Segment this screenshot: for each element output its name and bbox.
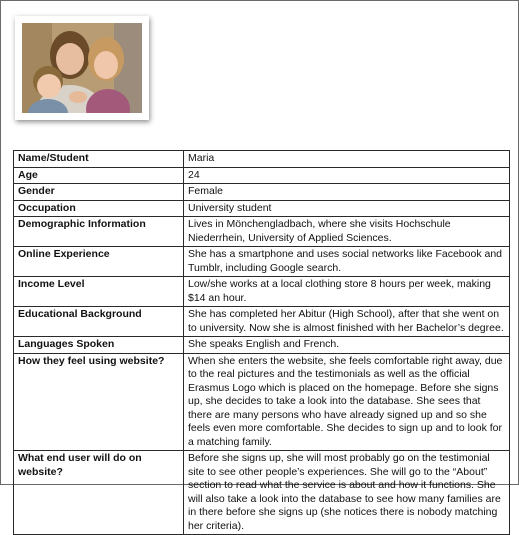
row-value: Maria [184,151,510,168]
row-label: Age [14,167,184,184]
row-label: Gender [14,184,184,201]
row-label: Name/Student [14,151,184,168]
row-value: Before she signs up, she will most probably go on the testimonial site to see other people’s experiences. She will go to the “About” section to read what the service is about and how it functions. She will also take a look into the database to see how many families are in there before she signs up (she notices there is nobody matching her criteria). [184,451,510,535]
row-label: Online Experience [14,247,184,277]
row-value: Lives in Mönchengladbach, where she visits Hochschule Niederrhein, University of Applied Sciences. [184,217,510,247]
row-value: She has completed her Abitur (High School), after that she went on to university. Now she is almost finished with her Bachelor’s degree. [184,307,510,337]
row-label: Languages Spoken [14,337,184,354]
table-row [14,307,510,337]
row-label: What end user will do on website? [14,451,184,535]
row-value: She has a smartphone and uses social networks like Facebook and Tumblr, including Google search. [184,247,510,277]
row-value: 24 [184,167,510,184]
table-row [14,247,510,277]
table-row [14,451,510,535]
table-row [14,184,510,201]
row-label: Demographic Information [14,217,184,247]
row-value: University student [184,200,510,217]
table-row [14,217,510,247]
row-label: How they feel using website? [14,353,184,451]
row-label: Educational Background [14,307,184,337]
table-row [14,353,510,451]
persona-photo-frame [15,16,149,120]
row-value: Female [184,184,510,201]
table-row [14,200,510,217]
table-row [14,151,510,168]
table-row [14,277,510,307]
row-value: She speaks English and French. [184,337,510,354]
persona-photo [22,23,142,113]
family-photo-image [22,23,142,113]
persona-table [13,150,510,535]
row-value: When she enters the website, she feels comfortable right away, due to the real pictures and the testimonials as well as the official Erasmus Logo which is placed on the homepage. Before she signs up, she decides to take a look into the database. She sees that there are many persons who have already signed up and so she feels even more comfortable. She decides to sign up and to look for a matching family. [184,353,510,451]
row-value: Low/she works at a local clothing store 8 hours per week, making $14 an hour. [184,277,510,307]
table-row [14,337,510,354]
row-label: Occupation [14,200,184,217]
table-row [14,167,510,184]
row-label: Income Level [14,277,184,307]
